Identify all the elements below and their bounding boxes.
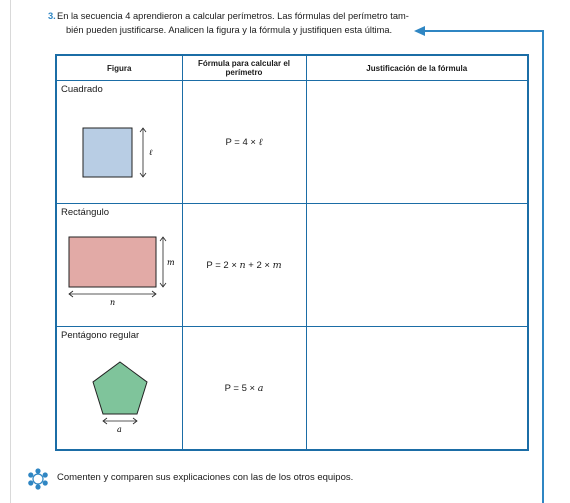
bracket-connector <box>425 30 544 32</box>
instruction-number: 3. <box>48 11 56 21</box>
figure-name: Rectángulo <box>61 207 110 218</box>
page-margin-rule <box>10 0 11 503</box>
figure-cell-pentagon <box>56 327 182 451</box>
formula-cell <box>182 327 306 451</box>
square-shape <box>83 128 132 177</box>
justification-input-pentagon[interactable] <box>306 327 528 451</box>
height-label: m <box>167 258 175 267</box>
pentagon-figure <box>57 327 183 449</box>
square-figure <box>57 81 183 203</box>
perimeter-table <box>55 54 529 451</box>
footer-text: Comenten y comparen sus explicaciones con las de los otros equipos. <box>57 472 354 483</box>
team-discussion-icon <box>27 468 49 490</box>
header-justification: Justificación de la fórmula <box>306 55 528 81</box>
instruction-line-1: En la secuencia 4 aprendieron a calcular perímetros. Las fórmulas del perímetro tam- <box>57 11 409 21</box>
rectangle-figure <box>57 204 183 326</box>
formula-cell <box>182 204 306 327</box>
figure-cell-rectangle <box>56 204 182 327</box>
instruction <box>48 9 429 37</box>
formula-rectangle <box>206 260 281 271</box>
figure-name: Cuadrado <box>61 84 103 95</box>
formula-variable: m <box>272 259 282 271</box>
formula-middle: + 2 × <box>245 259 273 271</box>
figure-cell-square <box>56 81 182 204</box>
header-figure: Figura <box>56 55 182 81</box>
side-label: a <box>117 425 122 434</box>
table-row <box>56 327 528 451</box>
formula-prefix: P = 2 × <box>206 259 240 271</box>
pentagon-shape <box>93 362 147 414</box>
formula-square <box>225 137 262 148</box>
table-row <box>56 81 528 204</box>
justification-input-square[interactable] <box>306 81 528 204</box>
width-label: n <box>110 298 116 307</box>
rectangle-shape <box>69 237 156 287</box>
formula-prefix: P = 4 × <box>225 136 259 148</box>
formula-variable: n <box>239 259 246 271</box>
formula-cell <box>182 81 306 204</box>
justification-input-rectangle[interactable] <box>306 204 528 327</box>
formula-prefix: P = 5 × <box>224 382 258 394</box>
table-header-row <box>56 55 528 81</box>
table-row <box>56 204 528 327</box>
side-label: ℓ <box>149 148 153 157</box>
formula-variable: a <box>257 382 264 394</box>
formula-variable: ℓ <box>258 136 263 148</box>
header-formula: Fórmula para calcular el perímetro <box>182 55 306 81</box>
formula-pentagon <box>225 383 264 394</box>
instruction-line-2: bién pueden justificarse. Analicen la figura y la fórmula y justifiquen esta última. <box>66 25 393 35</box>
bracket-line <box>542 31 544 503</box>
figure-name: Pentágono regular <box>61 330 140 341</box>
